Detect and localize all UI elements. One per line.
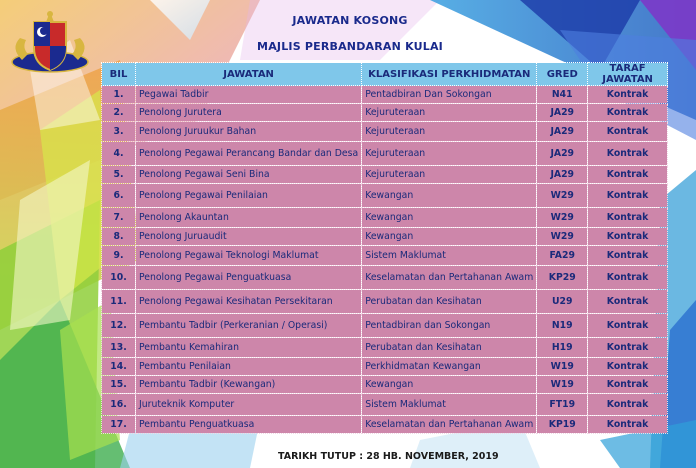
council-crest-logo	[8, 8, 92, 86]
row-jawatan: Penolong Juruukur Bahan	[135, 122, 361, 142]
row-bil: 9.	[102, 246, 136, 266]
row-klasifikasi: Kejuruteraan	[362, 122, 537, 142]
row-klasifikasi: Sistem Maklumat	[362, 394, 537, 416]
row-bil: 11.	[102, 290, 136, 314]
row-bil: 5.	[102, 166, 136, 184]
row-gred: JA29	[537, 166, 588, 184]
table-row	[102, 104, 668, 122]
row-klasifikasi: Perubatan dan Kesihatan	[362, 338, 537, 358]
page-subtitle: MAJLIS PERBANDARAN KULAI	[257, 40, 443, 53]
row-taraf: Kontrak	[588, 122, 668, 142]
crest-icon	[8, 8, 92, 86]
row-bil: 3.	[102, 122, 136, 142]
column-header-bil: BIL	[102, 63, 136, 86]
row-gred: JA29	[537, 122, 588, 142]
table-row	[102, 208, 668, 228]
column-header-taraf: TARAF JAWATAN	[588, 63, 668, 86]
row-gred: U29	[537, 290, 588, 314]
table-body	[102, 86, 668, 434]
row-klasifikasi: Kejuruteraan	[362, 104, 537, 122]
row-taraf: Kontrak	[588, 266, 668, 290]
row-taraf: Kontrak	[588, 166, 668, 184]
row-bil: 8.	[102, 228, 136, 246]
row-jawatan: Juruteknik Komputer	[135, 394, 361, 416]
table-row	[102, 266, 668, 290]
row-klasifikasi: Keselamatan dan Pertahanan Awam	[362, 416, 537, 434]
row-jawatan: Penolong Pegawai Penilaian	[135, 184, 361, 208]
row-gred: H19	[537, 338, 588, 358]
row-bil: 12.	[102, 314, 136, 338]
row-klasifikasi: Kewangan	[362, 208, 537, 228]
column-header-jawatan: JAWATAN	[135, 63, 361, 86]
closing-date: TARIKH TUTUP : 28 HB. NOVEMBER, 2019	[278, 451, 499, 462]
table-row	[102, 86, 668, 104]
row-bil: 10.	[102, 266, 136, 290]
row-taraf: Kontrak	[588, 314, 668, 338]
row-taraf: Kontrak	[588, 184, 668, 208]
row-jawatan: Pembantu Tadbir (Kewangan)	[135, 376, 361, 394]
vacancy-table	[101, 62, 668, 434]
row-jawatan: Penolong Jurutera	[135, 104, 361, 122]
row-bil: 15.	[102, 376, 136, 394]
row-gred: W19	[537, 358, 588, 376]
row-taraf: Kontrak	[588, 246, 668, 266]
row-klasifikasi: Kewangan	[362, 228, 537, 246]
row-taraf: Kontrak	[588, 376, 668, 394]
table-row	[102, 314, 668, 338]
row-jawatan: Pegawai Tadbir	[135, 86, 361, 104]
row-jawatan: Penolong Juruaudit	[135, 228, 361, 246]
row-taraf: Kontrak	[588, 228, 668, 246]
column-header-gred: GRED	[537, 63, 588, 86]
row-jawatan: Pembantu Kemahiran	[135, 338, 361, 358]
row-klasifikasi: Perkhidmatan Kewangan	[362, 358, 537, 376]
row-gred: KP19	[537, 416, 588, 434]
row-gred: N41	[537, 86, 588, 104]
row-taraf: Kontrak	[588, 416, 668, 434]
table-row	[102, 246, 668, 266]
table-row	[102, 122, 668, 142]
row-klasifikasi: Sistem Maklumat	[362, 246, 537, 266]
row-bil: 17.	[102, 416, 136, 434]
table-row	[102, 358, 668, 376]
row-klasifikasi: Kewangan	[362, 184, 537, 208]
row-taraf: Kontrak	[588, 358, 668, 376]
row-bil: 14.	[102, 358, 136, 376]
row-jawatan: Penolong Pegawai Kesihatan Persekitaran	[135, 290, 361, 314]
table-row	[102, 228, 668, 246]
row-taraf: Kontrak	[588, 142, 668, 166]
row-gred: FT19	[537, 394, 588, 416]
table-row	[102, 290, 668, 314]
row-bil: 16.	[102, 394, 136, 416]
row-taraf: Kontrak	[588, 394, 668, 416]
row-klasifikasi: Keselamatan dan Pertahanan Awam	[362, 266, 537, 290]
row-taraf: Kontrak	[588, 104, 668, 122]
table-row	[102, 338, 668, 358]
row-klasifikasi: Kewangan	[362, 376, 537, 394]
row-jawatan: Penolong Pegawai Teknologi Maklumat	[135, 246, 361, 266]
table-row	[102, 394, 668, 416]
page-title: JAWATAN KOSONG	[292, 14, 408, 27]
table-row	[102, 142, 668, 166]
row-gred: JA29	[537, 142, 588, 166]
row-bil: 4.	[102, 142, 136, 166]
row-bil: 1.	[102, 86, 136, 104]
row-gred: W29	[537, 184, 588, 208]
row-klasifikasi: Pentadbiran Dan Sokongan	[362, 86, 537, 104]
row-gred: JA29	[537, 104, 588, 122]
row-jawatan: Pembantu Penguatkuasa	[135, 416, 361, 434]
row-taraf: Kontrak	[588, 86, 668, 104]
row-jawatan: Pembantu Tadbir (Perkeranian / Operasi)	[135, 314, 361, 338]
table-row	[102, 166, 668, 184]
row-jawatan: Penolong Pegawai Perancang Bandar dan Desa	[135, 142, 361, 166]
row-klasifikasi: Kejuruteraan	[362, 166, 537, 184]
row-gred: W19	[537, 376, 588, 394]
table-header-row	[102, 63, 668, 86]
row-jawatan: Penolong Pegawai Penguatkuasa	[135, 266, 361, 290]
row-jawatan: Penolong Akauntan	[135, 208, 361, 228]
table-header	[102, 63, 668, 86]
row-klasifikasi: Pentadbiran dan Sokongan	[362, 314, 537, 338]
column-header-klasifikasi: KLASIFIKASI PERKHIDMATAN	[362, 63, 537, 86]
row-taraf: Kontrak	[588, 338, 668, 358]
row-jawatan: Penolong Pegawai Seni Bina	[135, 166, 361, 184]
row-klasifikasi: Perubatan dan Kesihatan	[362, 290, 537, 314]
row-taraf: Kontrak	[588, 208, 668, 228]
row-gred: W29	[537, 228, 588, 246]
row-bil: 7.	[102, 208, 136, 228]
row-gred: W29	[537, 208, 588, 228]
row-bil: 2.	[102, 104, 136, 122]
row-gred: FA29	[537, 246, 588, 266]
row-jawatan: Pembantu Penilaian	[135, 358, 361, 376]
table-row	[102, 184, 668, 208]
table-row	[102, 416, 668, 434]
row-gred: N19	[537, 314, 588, 338]
row-klasifikasi: Kejuruteraan	[362, 142, 537, 166]
row-gred: KP29	[537, 266, 588, 290]
row-bil: 13.	[102, 338, 136, 358]
row-taraf: Kontrak	[588, 290, 668, 314]
table-row	[102, 376, 668, 394]
row-bil: 6.	[102, 184, 136, 208]
